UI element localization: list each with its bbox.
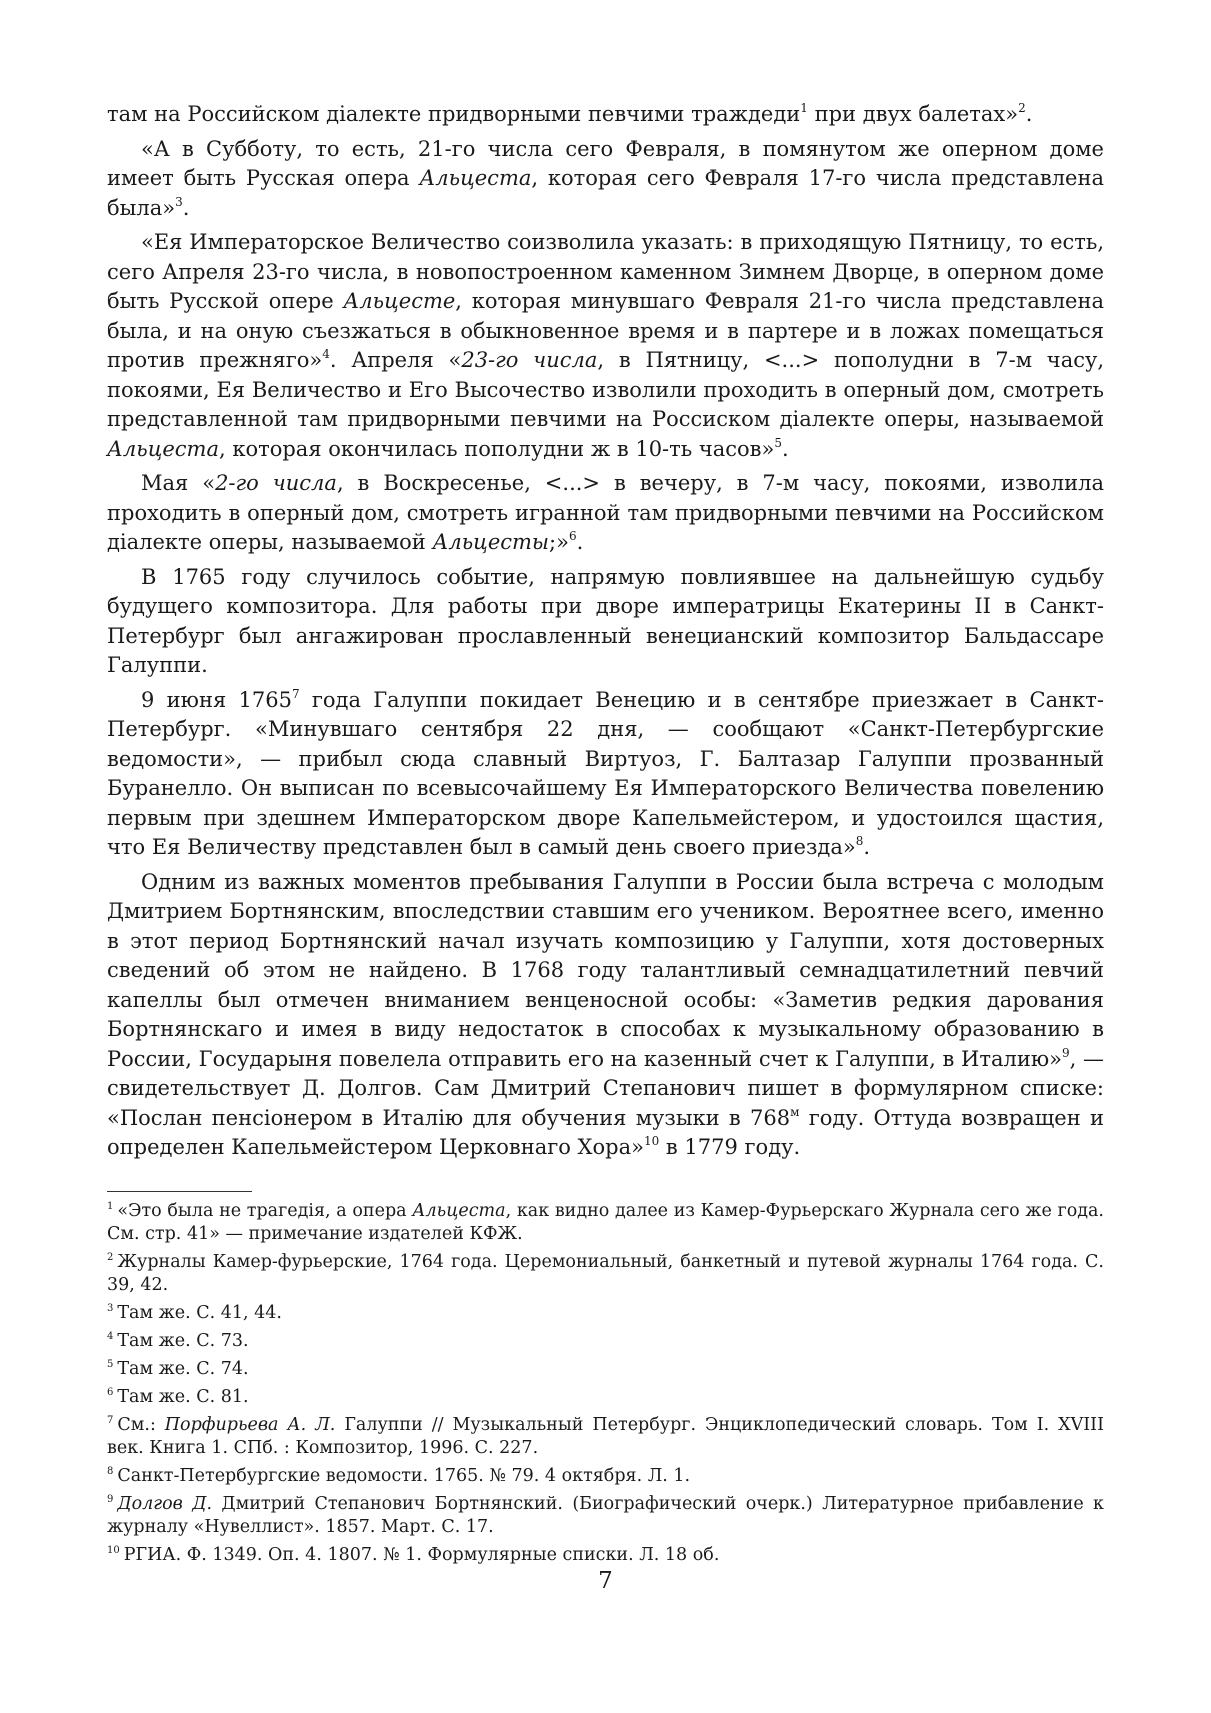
paragraph <box>107 135 1104 224</box>
text-run: Одним из важных моментов пребывания Галуппи в России была встреча с молодым Дмитрием Бортнянским, впоследствии ставшим его учеником. Вероятнее всего, именно в этот период Бортнянский начал изучать композицию у Галуппи, хотя достоверных сведений об этом не найдено. В 1768 году талантливый семнадцатилетний певчий капеллы был отмечен вниманием венценосной особы: «Заметив редкия дарования Бортнянскаго и имея в виду недостаток в способах к музыкальному образованию в России, Государыня повелела отправить его на казенный счет к Галуппи, в Италию» <box>107 869 1104 1071</box>
italic-text: Альцесте <box>343 289 456 313</box>
footnote-number: 7 <box>107 1414 114 1426</box>
text-run: Галуппи // Музыкальный Петербург. Энциклопедический словарь. Том I. XVIII век. Книга 1. СПб. : Композитор, 1996. С. 227. <box>107 1414 1104 1458</box>
text-run: Журналы Камер-фурьерские, 1764 года. Церемониальный, банкетный и путевой журналы 1764 года. С. 39, 42. <box>107 1251 1104 1295</box>
text-run: году. Оттуда возвращен и определен Капельмейстером Церковнаго Хора» <box>107 1105 1104 1159</box>
text-run: В 1765 году случилось событие, напрямую повлиявшее на дальнейшую судьбу будущего композитора. Для работы при дворе императрицы Екатерины II в Санкт-Петербург был ангажирован прославленный венецианский композитор Бальдассаре Галуппи. <box>107 564 1104 677</box>
footnote-ref: м <box>790 1104 800 1119</box>
text-run: , как видно далее из Камер-Фурьерскаго Журнала сего же года. См. стр. 41» — примечание издателей КФЖ. <box>107 1200 1104 1244</box>
footnote <box>107 1330 1104 1353</box>
italic-text: 23-го числа <box>461 348 598 372</box>
text-run: РГИА. Ф. 1349. Оп. 4. 1807. № 1. Формулярные списки. Л. 18 об. <box>123 1544 720 1565</box>
footnote-ref: 7 <box>291 686 300 701</box>
text-run: , которая минувшаго Февраля 21-го числа представлена была, и на оную съезжаться в обыкновенное время и в партере и в ложах помещаться против прежняго» <box>107 289 1104 372</box>
italic-text: Порфирьева А. Л. <box>164 1414 336 1435</box>
text-run: См.: <box>117 1414 165 1435</box>
text-run: . <box>863 835 871 859</box>
italic-text: Альцесты <box>432 530 550 554</box>
paragraph <box>107 469 1104 558</box>
text-run: 9 июня 1765 <box>141 687 292 712</box>
footnote-number: 8 <box>107 1465 114 1477</box>
footnote <box>107 1465 1104 1488</box>
footnote <box>107 1493 1104 1539</box>
footnote <box>107 1358 1104 1381</box>
text-run: в 1779 году. <box>659 1135 801 1159</box>
italic-text: Альцеста <box>412 1200 506 1221</box>
footnote-number: 3 <box>107 1302 114 1314</box>
body-text <box>107 100 1104 1163</box>
text-run: Дмитрий Степанович Бортнянский. (Биографический очерк.) Литературное прибавление к журналу «Нувеллист». 1857. Март. С. 17. <box>107 1493 1104 1537</box>
text-run: Мая « <box>141 471 216 495</box>
paragraph <box>107 868 1104 1163</box>
italic-text: Альцеста <box>107 436 219 461</box>
footnotes <box>107 1200 1104 1567</box>
footnote-ref: 10 <box>643 1134 660 1148</box>
footnote <box>107 1386 1104 1409</box>
footnote-divider <box>107 1191 252 1192</box>
text-run: «Ея Императорское Величество соизволила указать: в приходящую Пятницу, то есть, сего Апреля 23-го числа, в новопостроенном каменном Зимнем Дворце, в оперном доме быть Русской опере <box>107 230 1104 313</box>
text-run: , в Воскресенье, <...> в вечеру, в 7-м часу, покоями, изволила проходить в оперный дом, смотреть игранной там придворными певчими на Российском діалекте оперы, называемой <box>107 471 1104 554</box>
text-run: , в Пятницу, <...> пополудни в 7-м часу, покоями, Ея Величество и Его Высочество изволили проходить в оперный дом, смотреть представленной там придворными певчими на Россиском діалекте оперы, называемой <box>107 348 1105 431</box>
paragraph <box>107 228 1104 464</box>
italic-text: 2-го числа <box>215 471 337 495</box>
paragraph <box>107 686 1104 863</box>
text-run: . <box>182 195 190 220</box>
footnote-ref: 5 <box>774 435 782 450</box>
footnote <box>107 1414 1104 1460</box>
footnote <box>107 1200 1104 1246</box>
footnote-ref: 8 <box>855 834 864 848</box>
footnote-ref: 9 <box>1061 1045 1070 1060</box>
footnote <box>107 1251 1104 1297</box>
footnote-number: 5 <box>107 1358 114 1370</box>
footnote-number: 6 <box>107 1386 114 1398</box>
text-run: «Это была не трагедія, а опера <box>117 1200 413 1221</box>
footnote-number: 1 <box>107 1200 114 1212</box>
text-run: , которая окончилась пополудни ж в 10-ть часов» <box>218 436 775 461</box>
footnote-number: 2 <box>107 1251 114 1263</box>
text-run: , — свидетельствует Д. Долгов. Сам Дмитрий Степанович пишет в формулярном списке: «Послан пенсіонером в Италію для обучения музыки в 768 <box>107 1046 1104 1130</box>
footnote-number: 10 <box>107 1544 120 1556</box>
text-run: . <box>782 436 789 461</box>
italic-text: Долгов Д. <box>117 1493 213 1514</box>
italic-text: Альцеста <box>419 166 532 190</box>
footnote-ref: 3 <box>175 194 183 209</box>
text-run: ;» <box>549 530 569 554</box>
text-run: года Галуппи покидает Венецию и в сентябре приезжает в Санкт-Петербург. «Минувшаго сентября 22 дня, — сообщают «Санкт-Петербургские ведомости», — прибыл сюда славный Виртуоз, Г. Балтазар Галуппи прозванный Буранелло. Он выписан по всевысочайшему Ея Императорского Величества повелению первым при здешнем Императорском дворе Капельмейстером, и удостоился щастия, что Ея Величеству представлен был в самый день своего приезда» <box>107 687 1104 859</box>
text-run: «А в Субботу, то есть, 21-го числа сего Февраля, в помянутом же оперном доме имеет быть Русская опера <box>107 136 1104 190</box>
text-run: там на Российском діалекте придворными певчими траждеди <box>107 102 801 126</box>
text-run: . <box>1025 102 1033 126</box>
text-run: Там же. С. 41, 44. <box>117 1302 282 1323</box>
footnote <box>107 1544 1104 1567</box>
text-run: , которая сего Февраля 17-го числа представлена была» <box>107 166 1104 220</box>
footnote-ref: 1 <box>800 101 808 115</box>
text-run: Там же. С. 74. <box>117 1358 249 1379</box>
text-run: . <box>576 530 584 554</box>
footnote-number: 9 <box>107 1493 114 1505</box>
text-run: . Апреля « <box>329 348 462 372</box>
footnote-number: 4 <box>107 1330 114 1342</box>
page-number: 7 <box>598 1568 613 1594</box>
text-run: Санкт-Петербургские ведомости. 1765. № 79. 4 октября. Л. 1. <box>117 1465 691 1486</box>
paragraph <box>107 563 1104 681</box>
text-run: Там же. С. 73. <box>117 1330 249 1351</box>
text-run: при двух балетах» <box>807 102 1019 126</box>
footnote-ref: 2 <box>1018 101 1026 115</box>
paragraph <box>107 100 1104 130</box>
footnote-ref: 6 <box>568 529 577 543</box>
footnote <box>107 1302 1104 1325</box>
footnote-ref: 4 <box>322 347 330 361</box>
page <box>107 100 1104 1572</box>
text-run: Там же. С. 81. <box>117 1386 249 1407</box>
